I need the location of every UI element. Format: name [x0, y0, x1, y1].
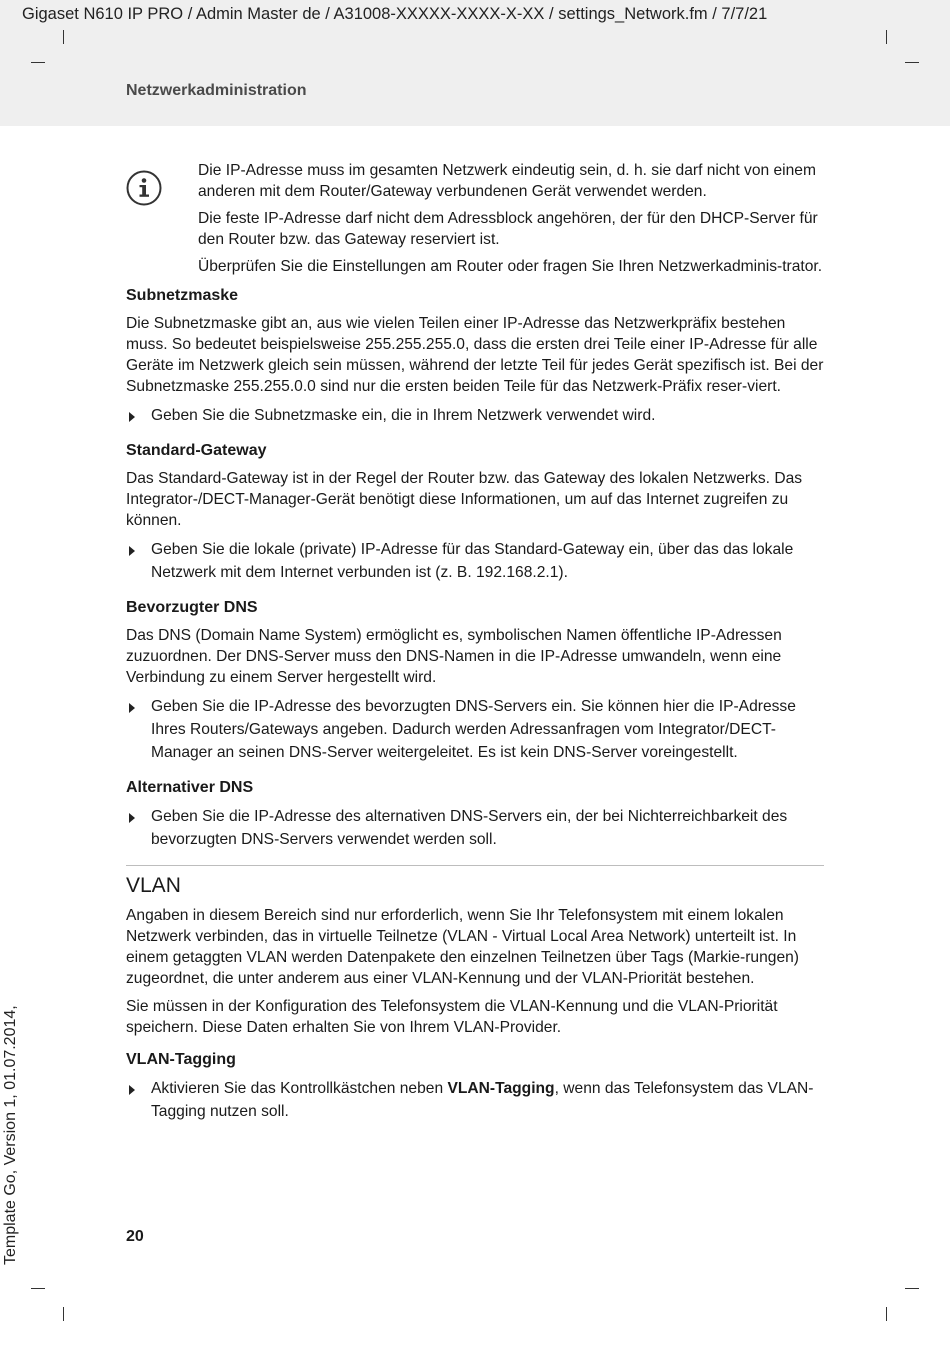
page-header: [0, 0, 950, 126]
info-note: [126, 160, 824, 277]
info-icon: [126, 170, 162, 206]
page-content: [126, 160, 824, 1130]
crop-mark: [905, 62, 919, 63]
bullet-arrow-icon: [129, 813, 135, 823]
subnet-heading: Subnetzmaske: [126, 287, 239, 304]
crop-mark: [886, 30, 887, 44]
vlan-tagging-instruction: [126, 1077, 824, 1123]
note-paragraph: Die IP-Adresse muss im gesamten Netzwerk eindeutig sein, d. h. sie darf nicht von einem anderen mit dem Router/Gateway verbundenen Gerät verwendet werden.: [198, 162, 816, 200]
note-paragraph: Überprüfen Sie die Einstellungen am Router oder fragen Sie Ihren Netzwerkadminis-trator.: [198, 258, 823, 275]
note-paragraph: Die feste IP-Adresse darf nicht dem Adressblock angehören, der für den DHCP-Server für den Router bzw. das Gateway reserviert ist.: [198, 210, 818, 248]
gateway-instruction: [126, 538, 824, 584]
section-title: Netzwerkadministration: [126, 82, 307, 99]
document-id: Gigaset N610 IP PRO / Admin Master de / A31008-XXXXX-XXXX-X-XX / settings_Network.fm / 7/7/21: [22, 5, 768, 23]
subnet-text: Die Subnetzmaske gibt an, aus wie vielen Teilen einer IP-Adresse das Netzwerkpräfix bestehen muss. So bedeutet beispielsweise 255.255.255.0, dass die ersten drei Teile einer IP-Adresse für alle Geräte im Netzwerk gleich sein müssen, während der letzte Teil für jedes Gerät spezifisch ist. Bei der Subnetzmaske 255.255.0.0 sind nur die ersten beiden Teile für das Netzwerk-Präfix reser-viert.: [126, 315, 824, 395]
page-number: 20: [126, 1228, 144, 1245]
crop-mark: [31, 1288, 45, 1289]
gateway-heading: Standard-Gateway: [126, 442, 267, 459]
vlan-heading: VLAN: [126, 874, 181, 897]
crop-mark: [31, 62, 45, 63]
crop-mark: [63, 30, 64, 44]
bullet-text: Geben Sie die IP-Adresse des alternativen DNS-Servers ein, der bei Nichterreichbarkeit des bevorzugten DNS-Servers verwendet werden soll.: [151, 808, 788, 848]
bullet-arrow-icon: [129, 703, 135, 713]
vlan-tagging-heading: VLAN-Tagging: [126, 1051, 236, 1068]
alt-dns-instruction: [126, 805, 824, 851]
bullet-arrow-icon: [129, 1085, 135, 1095]
dns-text: Das DNS (Domain Name System) ermöglicht es, symbolischen Namen öffentliche IP-Adressen zuzuordnen. Der DNS-Server muss den DNS-Namen in die IP-Adresse umwandeln, wenn eine Verbindung zu einem Server hergestellt wird.: [126, 627, 782, 686]
bullet-text-pre: Aktivieren Sie das Kontrollkästchen neben: [151, 1080, 448, 1097]
bullet-arrow-icon: [129, 412, 135, 422]
dns-instruction: [126, 695, 824, 764]
bullet-text: Geben Sie die IP-Adresse des bevorzugten DNS-Servers ein. Sie können hier die IP-Adresse Ihres Routers/Gateways angeben. Dadurch werden Adressanfragen vom Integrator/DECT-Manager an seinen DNS-Server weitergeleitet. Es ist kein DNS-Server voreingestellt.: [151, 698, 796, 761]
bullet-text: Geben Sie die lokale (private) IP-Adresse für das Standard-Gateway ein, über das das lokale Netzwerk mit dem Internet verbunden ist (z. B. 192.168.2.1).: [151, 541, 794, 581]
vlan-text: Sie müssen in der Konfiguration des Telefonsystem die VLAN-Kennung und die VLAN-Priorität speichern. Diese Daten erhalten Sie von Ihrem VLAN-Provider.: [126, 998, 778, 1036]
crop-mark: [63, 1307, 64, 1321]
bullet-arrow-icon: [129, 546, 135, 556]
vlan-text: Angaben in diesem Bereich sind nur erforderlich, wenn Sie Ihr Telefonsystem mit einem lokalen Netzwerk verbinden, das in virtuelle Teilnetze (VLAN - Virtual Local Area Network) unterteilt ist. In einem getaggten VLAN werden Datenpakete den einzelnen Teilnetzen über Tags (Markie-rungen) zugeordnet, die unter anderem aus einer VLAN-Kennung und der VLAN-Priorität bestehen.: [126, 907, 799, 987]
dns-heading: Bevorzugter DNS: [126, 599, 258, 616]
crop-mark: [886, 1307, 887, 1321]
alt-dns-heading: Alternativer DNS: [126, 779, 254, 796]
section-divider: [126, 865, 824, 866]
gateway-text: Das Standard-Gateway ist in der Regel der Router bzw. das Gateway des lokalen Netzwerks. Das Integrator-/DECT-Manager-Gerät benötigt diese Informationen, um auf das Internet zugreifen zu können.: [126, 470, 803, 529]
bullet-text-bold: VLAN-Tagging: [447, 1080, 555, 1097]
bullet-text: Geben Sie die Subnetzmaske ein, die in Ihrem Netzwerk verwendet wird.: [151, 407, 656, 424]
template-side-note: Template Go, Version 1, 01.07.2014,: [2, 1005, 19, 1265]
bullet-text-post: , wenn das Telefonsystem das VLAN-Tagging nutzen soll.: [151, 1080, 814, 1120]
crop-mark: [905, 1288, 919, 1289]
subnet-instruction: [126, 404, 824, 427]
